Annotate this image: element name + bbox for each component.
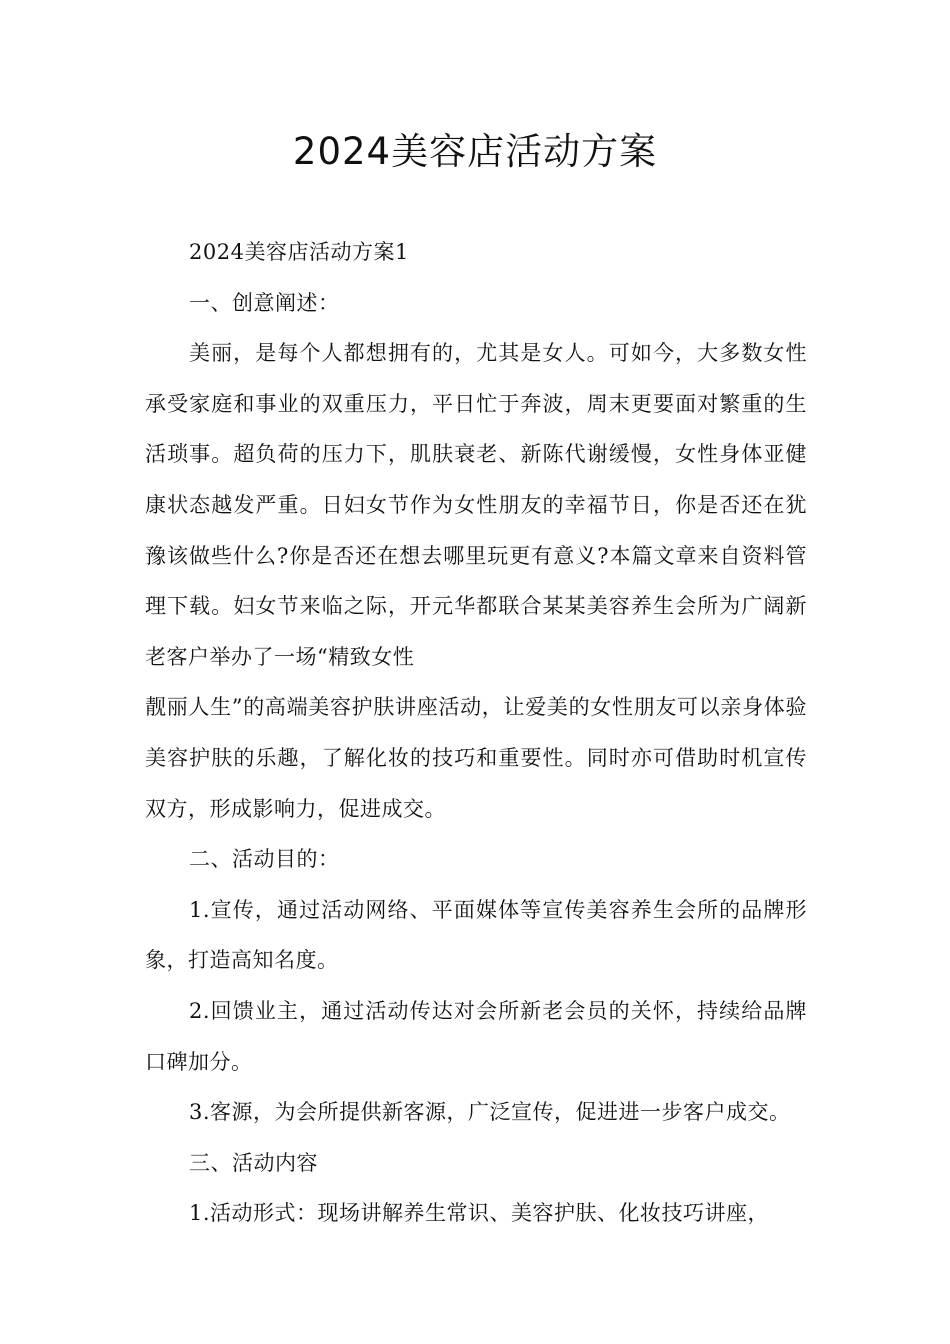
list-item-content-1: 1.活动形式：现场讲解养生常识、美容护肤、化妆技巧讲座， (189, 1201, 770, 1226)
list-item-purpose-2: 2.回馈业主，通过活动传达对会所新老会员的关怀，持续给品牌口碑加分。 (145, 998, 807, 1074)
paragraph-creative-body: 美丽，是每个人都想拥有的，尤其是女人。可如今，大多数女性承受家庭和事业的双重压力，平日忙于奔波，周末更要面对繁重的生活琐事。超负荷的压力下，肌肤衰老、新陈代谢缓慢，女性身体亚健康状态越发严重。日妇女节作为女性朋友的幸福节日，你是否还在犹豫该做些什么?你是否还在想去哪里玩更有意义?本篇文章来自资料管理下载。妇女节来临之际，开元华都联合某某美容养生会所为广阔新老客户举办了一场“精致女性 (145, 341, 807, 669)
document-title: 2024美容店活动方案 (292, 130, 658, 173)
section-heading-purpose: 二、活动目的： (189, 847, 340, 872)
list-item-purpose-1: 1.宣传，通过活动网络、平面媒体等宣传美容养生会所的品牌形象，打造高知名度。 (145, 897, 807, 973)
section-heading-creative: 一、创意阐述： (189, 290, 340, 315)
list-item-purpose-3: 3.客源，为会所提供新客源，广泛宣传，促进进一步客户成交。 (189, 1100, 791, 1125)
section-heading-content: 三、活动内容 (189, 1150, 318, 1175)
document-body (145, 227, 807, 1239)
paragraph-creative-continued: 靓丽人生”的高端美容护肤讲座活动，让爱美的女性朋友可以亲身体验美容护肤的乐趣，了解化妆的技巧和重要性。同时亦可借助时机宣传双方，形成影响力，促进成交。 (145, 695, 807, 821)
paragraph-subtitle: 2024美容店活动方案1 (189, 240, 409, 264)
